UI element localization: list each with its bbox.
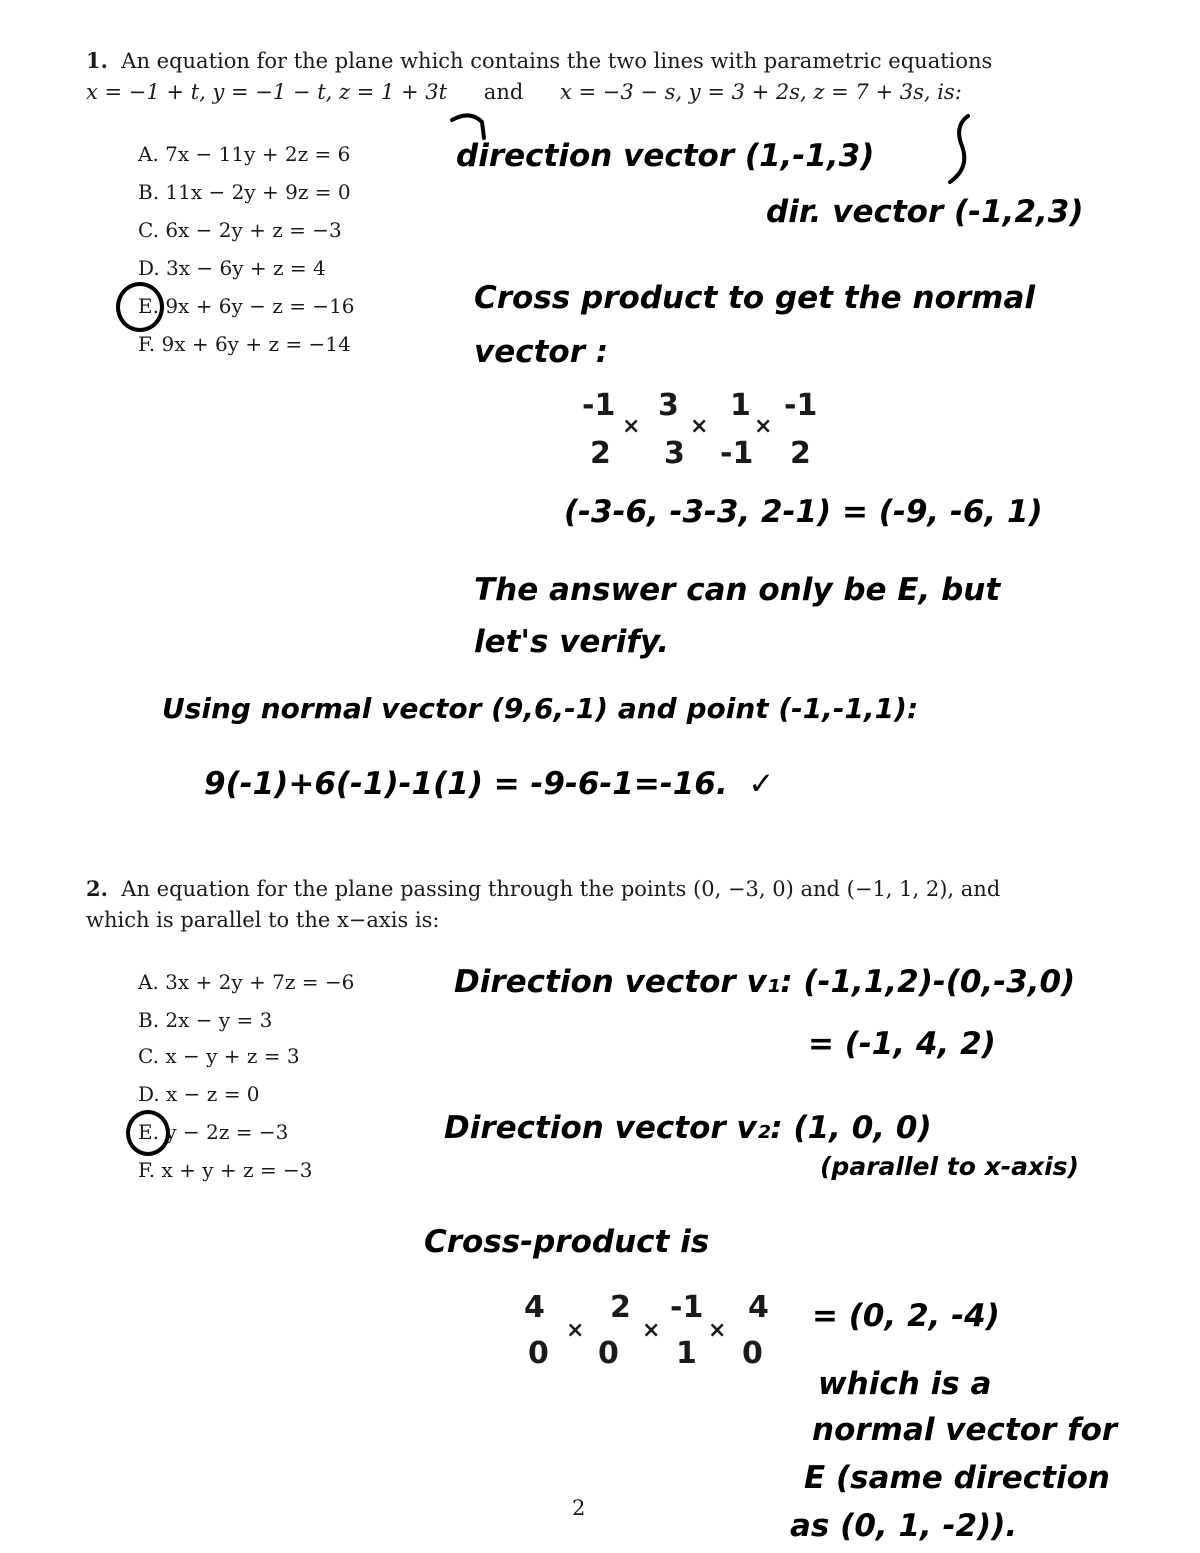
q2-note-res1: = (0, 2, -4) xyxy=(812,1298,1000,1334)
q1-line-one-eq: x = −1 + t, y = −1 − t, z = 1 + 3t xyxy=(86,80,448,104)
q2-cross-mark: × xyxy=(708,1318,727,1343)
option-label: B. xyxy=(138,180,160,204)
q1-verify-expression: 9(-1)+6(-1)-1(1) = -9-6-1=-16. xyxy=(204,766,728,802)
q1-note-result: (-3-6, -3-3, 2-1) = (-9, -6, 1) xyxy=(564,494,1043,530)
q1-prompt-line1 xyxy=(86,48,992,73)
q2-matrix-bot-1: 0 xyxy=(598,1336,619,1371)
q2-note-v2b: (parallel to x-axis) xyxy=(820,1152,1079,1181)
q2-cross-mark: × xyxy=(642,1318,661,1343)
q1-option-e[interactable] xyxy=(138,294,355,318)
q1-option-b[interactable] xyxy=(138,180,351,204)
option-equation: 7x − 11y + 2z = 6 xyxy=(165,142,351,166)
q1-matrix-bot-2: -1 xyxy=(720,436,754,471)
option-equation: x + y + z = −3 xyxy=(161,1158,313,1182)
q1-note-dir2: dir. vector (-1,2,3) xyxy=(766,194,1084,230)
q1-cross-mark: × xyxy=(690,414,709,439)
q2-matrix-top-1: 2 xyxy=(610,1290,631,1325)
q2-matrix-bot-0: 0 xyxy=(528,1336,549,1371)
q2-option-f[interactable] xyxy=(138,1158,313,1182)
q2-matrix-bot-3: 0 xyxy=(742,1336,763,1371)
q2-option-c[interactable] xyxy=(138,1044,300,1068)
option-equation: 9x + 6y − z = −16 xyxy=(165,294,355,318)
q2-note-v1a: Direction vector v₁: (-1,1,2)-(0,-3,0) xyxy=(454,964,1076,1000)
q2-note-res3: normal vector for xyxy=(812,1412,1118,1448)
q2-note-res4: E (same direction xyxy=(804,1460,1110,1496)
q2-matrix-top-0: 4 xyxy=(524,1290,545,1325)
option-equation: 9x + 6y + z = −14 xyxy=(161,332,351,356)
option-label: E. xyxy=(138,1120,159,1144)
q1-note-cross1: Cross product to get the normal xyxy=(474,280,1035,316)
q1-option-f[interactable] xyxy=(138,332,351,356)
q1-cross-mark: × xyxy=(754,414,773,439)
option-equation: 3x − 6y + z = 4 xyxy=(166,256,326,280)
page-number: 2 xyxy=(572,1496,586,1520)
option-equation: 11x − 2y + 9z = 0 xyxy=(165,180,351,204)
q1-answer-circle xyxy=(116,282,164,332)
q2-matrix-top-2: -1 xyxy=(670,1290,704,1325)
q2-note-res5: as (0, 1, -2)). xyxy=(790,1508,1018,1544)
q1-and: and xyxy=(483,80,524,104)
q2-note-cross: Cross-product is xyxy=(424,1224,710,1260)
option-label: B. xyxy=(138,1008,160,1032)
q2-prompt-line2: which is parallel to the x−axis is: xyxy=(86,908,440,932)
q1-matrix-top-0: -1 xyxy=(582,388,616,423)
q1-option-c[interactable] xyxy=(138,218,342,242)
option-label: C. xyxy=(138,218,159,242)
q1-matrix-bot-1: 3 xyxy=(664,436,685,471)
q1-matrix-top-2: 1 xyxy=(730,388,751,423)
q2-cross-mark: × xyxy=(566,1318,585,1343)
q1-option-a[interactable] xyxy=(138,142,350,166)
q2-option-b[interactable] xyxy=(138,1008,272,1032)
option-label: F. xyxy=(138,332,156,356)
q1-number: 1. xyxy=(86,48,108,73)
check-icon: ✓ xyxy=(748,766,775,802)
q1-matrix-bot-0: 2 xyxy=(590,436,611,471)
option-label: A. xyxy=(138,970,159,994)
option-label: D. xyxy=(138,256,160,280)
option-equation: x − z = 0 xyxy=(166,1082,260,1106)
q1-prompt-line2 xyxy=(86,80,962,104)
q2-option-d[interactable] xyxy=(138,1082,260,1106)
option-label: A. xyxy=(138,142,159,166)
q2-answer-circle xyxy=(126,1110,170,1156)
option-equation: y − 2z = −3 xyxy=(165,1120,289,1144)
q1-matrix-bot-3: 2 xyxy=(790,436,811,471)
q1-note-verify1: Using normal vector (9,6,-1) and point (-1,-1,1): xyxy=(162,692,919,725)
q1-brace-mark xyxy=(944,112,984,192)
q1-note-cross2: vector : xyxy=(474,334,609,370)
q1-note-answer1: The answer can only be E, but xyxy=(474,572,1001,608)
q2-matrix-top-3: 4 xyxy=(748,1290,769,1325)
q2-note-v2a: Direction vector v₂: (1, 0, 0) xyxy=(444,1110,932,1146)
q2-text: An equation for the plane passing through the points (0, −3, 0) and (−1, 1, 2), and xyxy=(121,877,1001,901)
q2-note-v1b: = (-1, 4, 2) xyxy=(808,1026,996,1062)
q2-option-a[interactable] xyxy=(138,970,354,994)
q1-matrix-top-3: -1 xyxy=(784,388,818,423)
q1-option-d[interactable] xyxy=(138,256,326,280)
q2-prompt-line1 xyxy=(86,876,1000,901)
q2-number: 2. xyxy=(86,876,108,901)
option-label: F. xyxy=(138,1158,156,1182)
q1-note-dir1: direction vector (1,-1,3) xyxy=(456,138,875,174)
option-equation: 2x − y = 3 xyxy=(165,1008,273,1032)
q1-note-verify2 xyxy=(204,766,774,802)
option-equation: x − y + z = 3 xyxy=(165,1044,300,1068)
option-label: D. xyxy=(138,1082,160,1106)
q1-text: An equation for the plane which contains the two lines with parametric equations xyxy=(121,49,993,73)
option-label: C. xyxy=(138,1044,159,1068)
q1-note-answer2: let's verify. xyxy=(474,624,669,660)
q1-matrix-top-1: 3 xyxy=(658,388,679,423)
option-label: E. xyxy=(138,294,159,318)
q1-cross-mark: × xyxy=(622,414,641,439)
q2-note-res2: which is a xyxy=(818,1366,992,1402)
option-equation: 6x − 2y + z = −3 xyxy=(165,218,342,242)
q1-line-two-eq: x = −3 − s, y = 3 + 2s, z = 7 + 3s, is: xyxy=(559,80,962,104)
q2-matrix-bot-2: 1 xyxy=(676,1336,697,1371)
option-equation: 3x + 2y + 7z = −6 xyxy=(165,970,355,994)
